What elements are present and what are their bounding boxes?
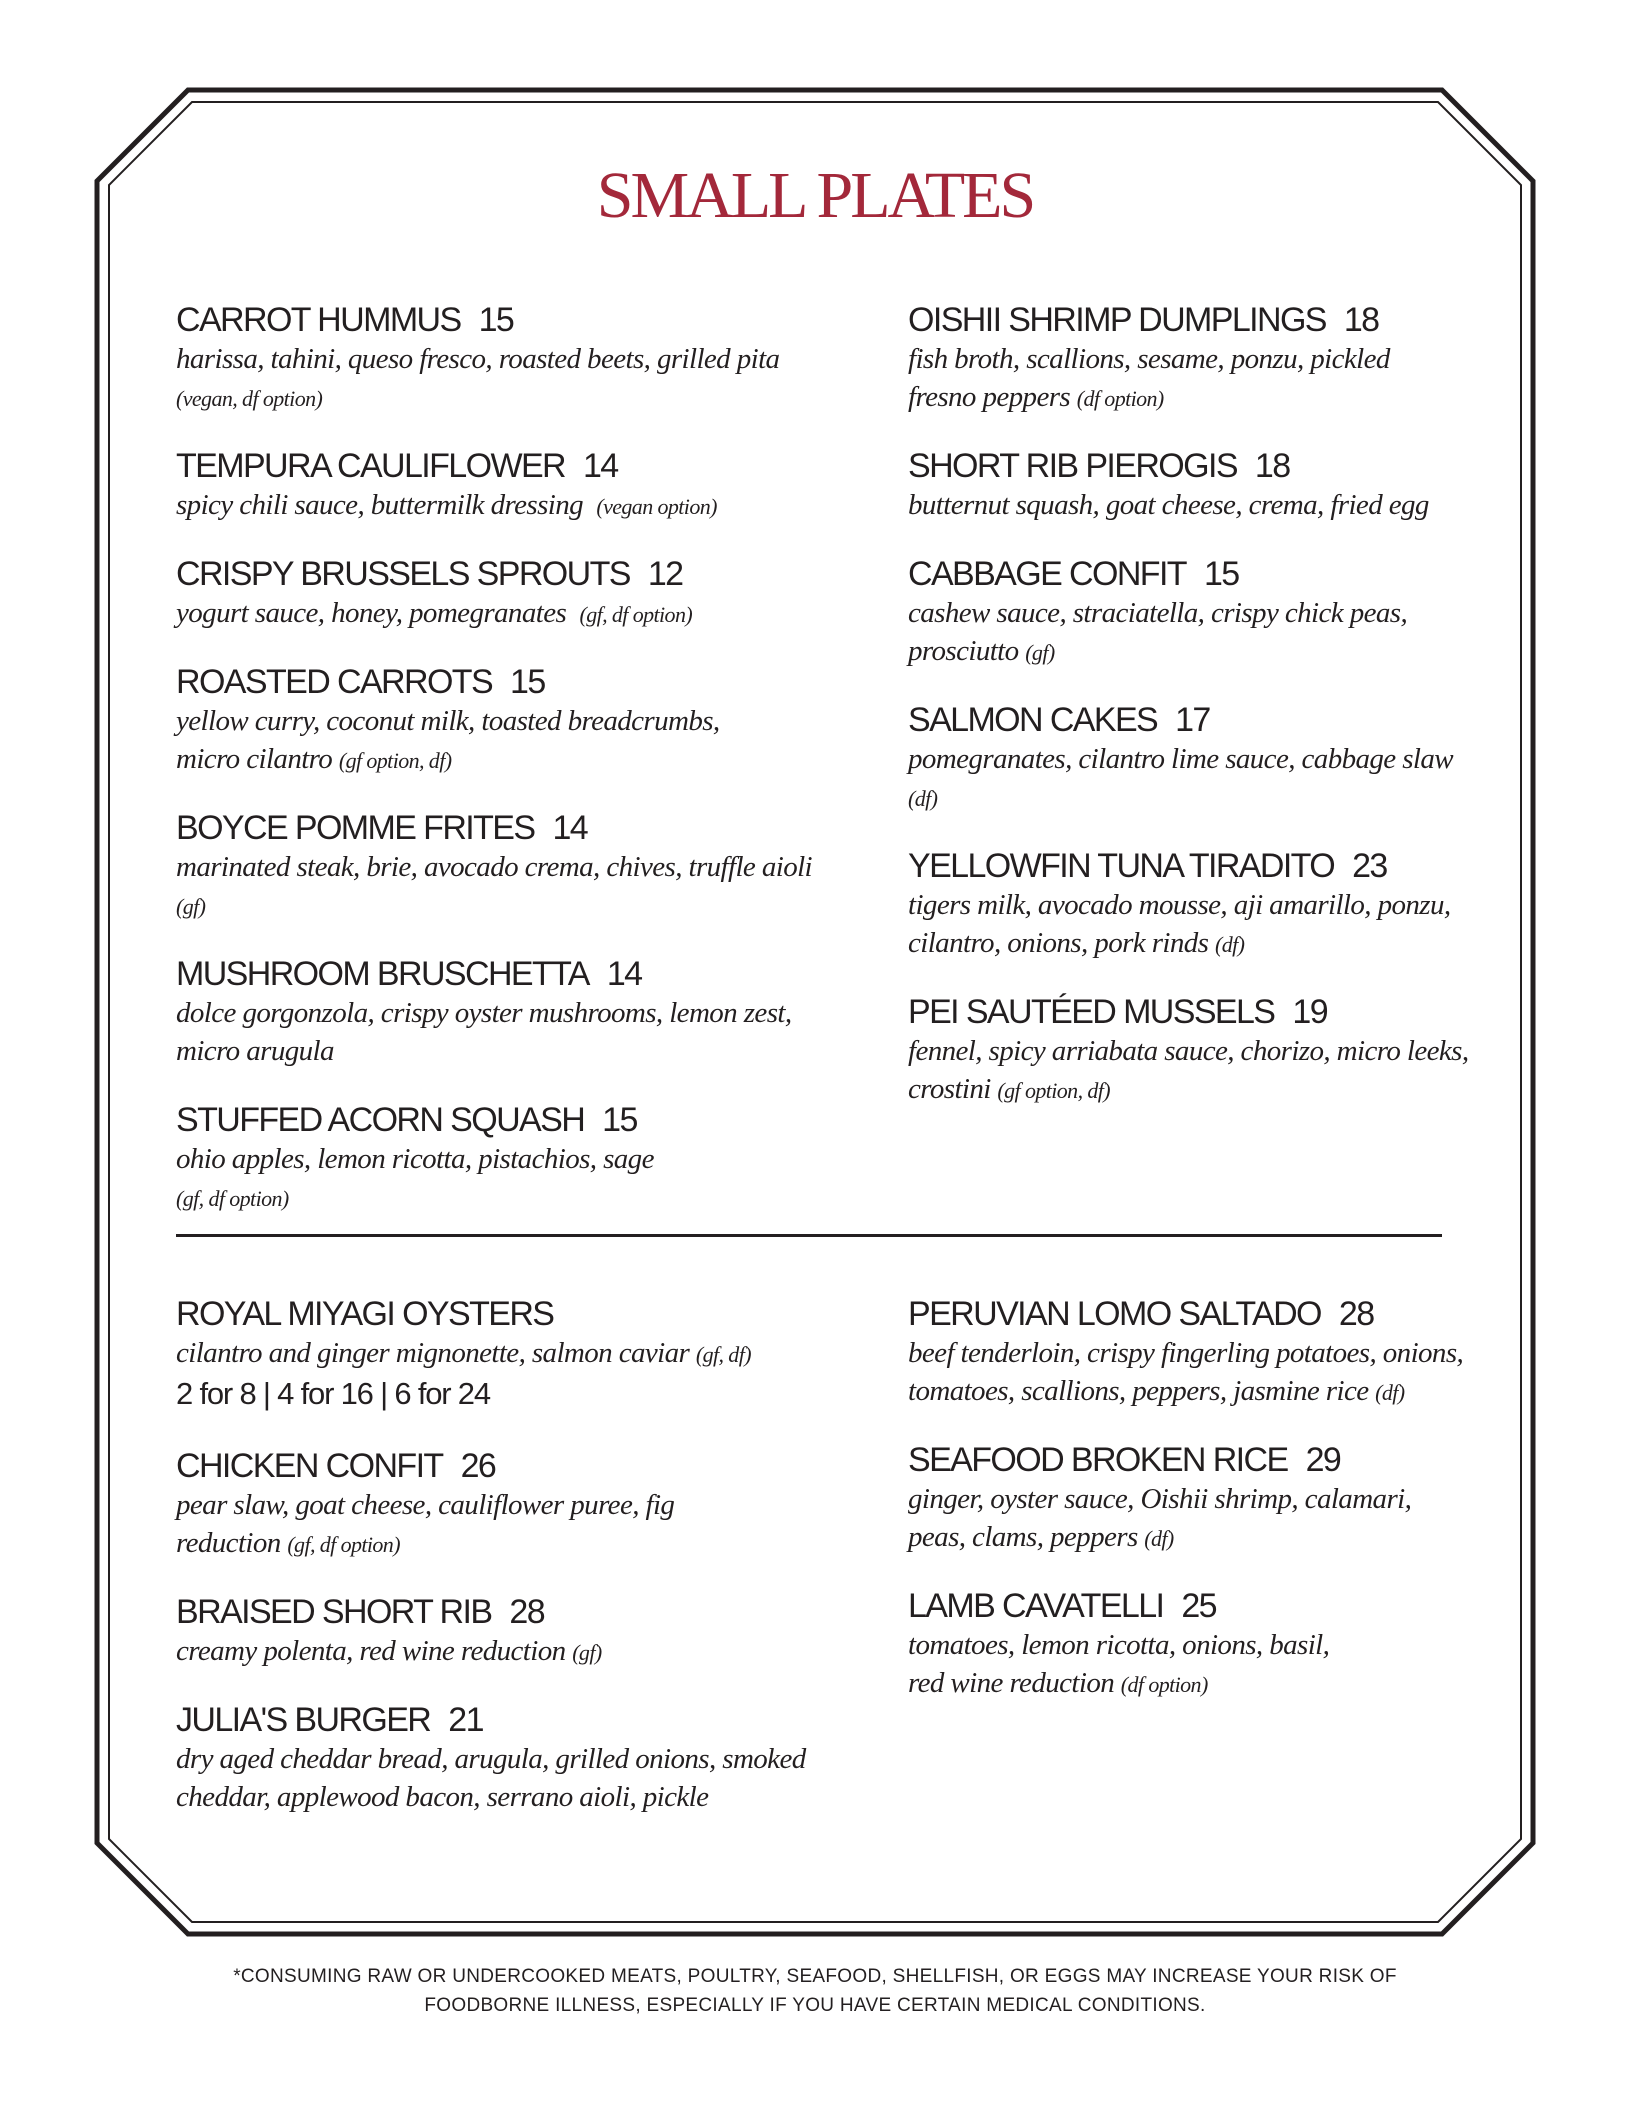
menu-item	[176, 446, 856, 524]
item-name: YELLOWFIN TUNA TIRADITO	[908, 847, 1335, 885]
small-plates-right-column	[908, 300, 1588, 1138]
item-ingredients: cilantro and ginger mignonette, salmon caviar	[176, 1337, 690, 1369]
item-price: 23	[1352, 847, 1387, 885]
item-name: CRISPY BRUSSELS SPROUTS	[176, 555, 630, 593]
item-price: 25	[1181, 1587, 1216, 1625]
oyster-pricing: 2 for 8 | 4 for 16 | 6 for 24	[176, 1376, 490, 1411]
item-name: BOYCE POMME FRITES	[176, 809, 535, 847]
menu-item	[176, 808, 856, 924]
menu-item	[908, 700, 1588, 816]
item-description	[908, 1626, 1368, 1702]
item-ingredients: dolce gorgonzola, crispy oyster mushrooms, lemon zest, micro arugula	[176, 997, 792, 1067]
item-dietary-note: (gf, df option)	[287, 1532, 400, 1557]
menu-item	[908, 300, 1588, 416]
item-name: ROYAL MIYAGI OYSTERS	[176, 1295, 554, 1333]
item-ingredients: butternut squash, goat cheese, crema, fried egg	[908, 489, 1429, 521]
menu-item	[908, 554, 1588, 670]
item-name: MUSHROOM BRUSCHETTA	[176, 955, 589, 993]
item-ingredients: yellow curry, coconut milk, toasted breadcrumbs, micro cilantro	[176, 705, 720, 775]
item-title	[176, 1294, 856, 1334]
item-description	[176, 1140, 856, 1216]
item-dietary-note: (vegan, df option)	[176, 386, 323, 411]
item-price: 17	[1175, 701, 1210, 739]
item-name: SHORT RIB PIEROGIS	[908, 447, 1237, 485]
item-title	[176, 446, 856, 486]
item-price: 15	[602, 1101, 637, 1139]
item-title	[176, 1592, 856, 1632]
item-description	[176, 340, 856, 416]
item-price: 12	[647, 555, 683, 593]
item-ingredients: pear slaw, goat cheese, cauliflower puree, fig reduction	[176, 1489, 675, 1559]
allergy-disclaimer	[0, 1962, 1630, 2020]
item-dietary-note: (gf, df)	[695, 1342, 751, 1367]
item-price: 18	[1254, 447, 1290, 485]
item-name: CABBAGE CONFIT	[908, 555, 1186, 593]
item-price: 14	[552, 809, 588, 847]
item-price: 29	[1305, 1441, 1341, 1479]
item-name: SEAFOOD BROKEN RICE	[908, 1441, 1288, 1479]
item-description	[908, 1334, 1488, 1410]
disclaimer-line-1: *CONSUMING RAW OR UNDERCOOKED MEATS, POULTRY, SEAFOOD, SHELLFISH, OR EGGS MAY INCREASE YOUR RISK OF	[233, 1966, 1397, 1987]
item-ingredients: ginger, oyster sauce, Oishii shrimp, calamari, peas, clams, peppers	[908, 1483, 1412, 1553]
item-description	[908, 740, 1588, 816]
item-title	[176, 300, 856, 340]
item-dietary-note: (gf option, df)	[338, 748, 452, 773]
item-title	[908, 1294, 1588, 1334]
menu-item	[176, 300, 856, 416]
item-price: 18	[1343, 301, 1379, 339]
menu-item	[908, 446, 1588, 524]
item-ingredients: yogurt sauce, honey, pomegranates	[176, 597, 567, 629]
item-price: 15	[1203, 555, 1239, 593]
item-title	[908, 1440, 1588, 1480]
item-name: JULIA'S BURGER	[176, 1701, 431, 1739]
item-dietary-note: (gf)	[1025, 640, 1055, 665]
item-description	[176, 994, 816, 1070]
menu-item	[176, 1294, 856, 1416]
item-price: 14	[583, 447, 618, 485]
item-dietary-note: (gf, df option)	[579, 602, 693, 627]
item-dietary-note: (df option)	[1076, 386, 1164, 411]
item-price: 28	[509, 1593, 545, 1631]
item-name: CHICKEN CONFIT	[176, 1447, 443, 1485]
page-title: SMALL PLATES	[596, 159, 1034, 232]
item-name: STUFFED ACORN SQUASH	[176, 1101, 585, 1139]
item-title	[908, 554, 1588, 594]
item-ingredients: beef tenderloin, crispy fingerling potatoes, onions, tomatoes, scallions, peppers, jasmine rice	[908, 1337, 1464, 1407]
menu-item	[176, 1592, 856, 1670]
item-name: LAMB CAVATELLI	[908, 1587, 1164, 1625]
item-price: 26	[460, 1447, 496, 1485]
item-title	[908, 446, 1588, 486]
item-title	[908, 992, 1588, 1032]
item-name: PEI SAUTÉED MUSSELS	[908, 993, 1275, 1031]
item-dietary-note: (gf)	[176, 894, 206, 919]
item-description	[176, 1740, 816, 1816]
item-name: CARROT HUMMUS	[176, 301, 461, 339]
item-description	[908, 594, 1448, 670]
item-price: 19	[1292, 993, 1328, 1031]
item-title	[908, 1586, 1588, 1626]
item-title	[176, 1446, 856, 1486]
menu-item	[176, 554, 856, 632]
menu-item	[908, 1586, 1588, 1702]
section-divider	[176, 1234, 1442, 1237]
item-description	[908, 1480, 1468, 1556]
item-name: OISHII SHRIMP DUMPLINGS	[908, 301, 1326, 339]
item-name: PERUVIAN LOMO SALTADO	[908, 1295, 1321, 1333]
item-title	[176, 662, 856, 702]
item-price: 28	[1338, 1295, 1374, 1333]
menu-item	[176, 1700, 856, 1816]
item-ingredients: pomegranates, cilantro lime sauce, cabbage slaw	[908, 743, 1454, 775]
item-ingredients: tomatoes, lemon ricotta, onions, basil, red wine reduction	[908, 1629, 1330, 1699]
item-title	[908, 700, 1588, 740]
item-dietary-note: (df option)	[1120, 1672, 1208, 1697]
item-price: 15	[478, 301, 514, 339]
item-price: 21	[448, 1701, 483, 1739]
item-ingredients: creamy polenta, red wine reduction	[176, 1635, 566, 1667]
item-description	[176, 1632, 856, 1670]
item-ingredients: fish broth, scallions, sesame, ponzu, pickled fresno peppers	[908, 343, 1390, 413]
item-price: 15	[510, 663, 545, 701]
item-dietary-note: (df)	[908, 786, 938, 811]
item-name: TEMPURA CAULIFLOWER	[176, 447, 565, 485]
mains-left-column	[176, 1294, 856, 1846]
item-description	[176, 848, 856, 924]
item-description	[908, 1032, 1498, 1108]
item-dietary-note: (gf, df option)	[176, 1186, 289, 1211]
item-ingredients: harissa, tahini, queso fresco, roasted beets, grilled pita	[176, 343, 780, 375]
item-dietary-note: (vegan option)	[596, 494, 717, 519]
item-ingredients: marinated steak, brie, avocado crema, chives, truffle aioli	[176, 851, 813, 883]
item-description	[176, 486, 856, 524]
menu-item	[908, 1440, 1588, 1556]
mains-right-column	[908, 1294, 1588, 1732]
small-plates-left-column	[176, 300, 856, 1246]
item-ingredients: tigers milk, avocado mousse, aji amarillo, ponzu, cilantro, onions, pork rinds	[908, 889, 1451, 959]
item-title	[908, 846, 1588, 886]
item-title	[176, 954, 856, 994]
item-dietary-note: (df)	[1215, 932, 1245, 957]
item-description	[908, 340, 1448, 416]
item-ingredients: cashew sauce, straciatella, crispy chick peas, prosciutto	[908, 597, 1408, 667]
item-title	[176, 808, 856, 848]
item-description	[908, 486, 1588, 524]
menu-item	[908, 1294, 1588, 1410]
item-ingredients: ohio apples, lemon ricotta, pistachios, sage	[176, 1143, 654, 1175]
menu-item	[176, 1100, 856, 1216]
item-dietary-note: (gf option, df)	[997, 1078, 1111, 1103]
item-name: BRAISED SHORT RIB	[176, 1593, 492, 1631]
item-price: 14	[606, 955, 642, 993]
menu-item	[908, 846, 1588, 962]
item-ingredients: fennel, spicy arriabata sauce, chorizo, micro leeks, crostini	[908, 1035, 1469, 1105]
item-name: SALMON CAKES	[908, 701, 1158, 739]
menu-item	[176, 954, 856, 1070]
item-description	[908, 886, 1488, 962]
item-dietary-note: (gf)	[572, 1640, 602, 1665]
item-description	[176, 594, 856, 632]
item-description	[176, 1334, 856, 1372]
menu-item	[176, 662, 856, 778]
menu-item	[908, 992, 1588, 1108]
disclaimer-line-2: FOODBORNE ILLNESS, ESPECIALLY IF YOU HAVE CERTAIN MEDICAL CONDITIONS.	[424, 1995, 1206, 2016]
item-title	[908, 300, 1588, 340]
item-ingredients: dry aged cheddar bread, arugula, grilled onions, smoked cheddar, applewood bacon, serrano aioli, pickle	[176, 1743, 806, 1813]
item-title	[176, 554, 856, 594]
menu-item	[176, 1446, 856, 1562]
item-title	[176, 1100, 856, 1140]
item-dietary-note: (df)	[1375, 1380, 1405, 1405]
item-name: ROASTED CARROTS	[176, 663, 493, 701]
item-description	[176, 1486, 676, 1562]
item-description	[176, 702, 736, 778]
item-title	[176, 1700, 856, 1740]
item-dietary-note: (df)	[1144, 1526, 1174, 1551]
item-ingredients: spicy chili sauce, buttermilk dressing	[176, 489, 584, 521]
